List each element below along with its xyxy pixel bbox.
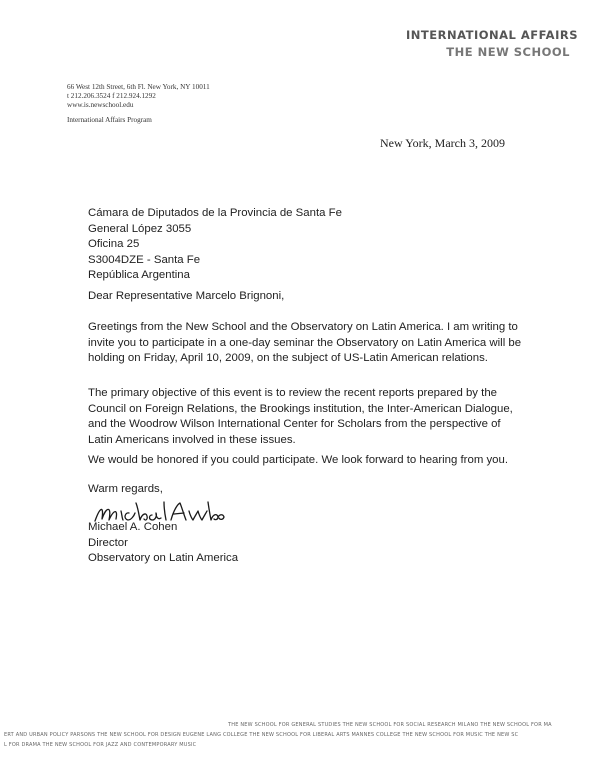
recipient-address [88,206,342,284]
sender-address [67,83,210,125]
signature-block [88,520,238,567]
recipient-line: Cámara de Diputados de la Provincia de Santa Fe [88,207,342,219]
recipient-line: Oficina 25 [88,238,140,250]
letter-date: New York, March 3, 2009 [380,136,505,150]
footer-line: THE NEW SCHOOL FOR GENERAL STUDIES THE NEW SCHOOL FOR SOCIAL RESEARCH MILANO THE NEW SCHOOL FOR MA [228,722,552,728]
closing: Warm regards, [88,483,163,495]
recipient-line: General López 3055 [88,222,192,235]
address-program: International Affairs Program [67,116,152,124]
footer-line: ERT AND URBAN POLICY PARSONS THE NEW SCHOOL FOR DESIGN EUGENE LANG COLLEGE THE NEW SCHOOL FOR LIBERAL ARTS MANNES COLLEGE THE NEW SCHOOL FOR MUSIC THE NEW SC [4,732,519,738]
body-paragraph: Greetings from the New School and the Observatory on Latin America. I am writing to invite you to participate in a one-day seminar the Observatory on Latin America will be holding on Friday, April 10, 2009, on the subject of US-Latin American relations. [88,321,522,364]
body-paragraph: The primary objective of this event is to review the recent reports prepared by the Council on Foreign Relations, the Brookings institution, the Inter-American Dialogue, and the Woodrow Wilson International Center for Scholars from the perspective of Latin Americans involved in these issues. [88,387,513,446]
recipient-line: República Argentina [88,269,190,281]
recipient-line: S3004DZE - Santa Fe [88,253,201,266]
footer-schools [0,720,600,750]
letterhead-title: INTERNATIONAL AFFAIRS [406,28,578,42]
letterhead-school: THE NEW SCHOOL [446,45,570,59]
address-phone-fax: t 212.206.3524 f 212.924.1292 [67,92,156,100]
footer-line: L FOR DRAMA THE NEW SCHOOL FOR JAZZ AND CONTEMPORARY MUSIC [4,742,197,748]
address-web: www.is.newschool.edu [67,101,134,109]
salutation: Dear Representative Marcelo Brignoni, [88,290,285,302]
body-paragraph: We would be honored if you could participate. We look forward to hearing from you. [88,454,508,466]
signer-name: Michael A. Cohen [88,521,178,533]
signer-title: Director [88,536,128,549]
letterhead [406,28,578,59]
signer-organization: Observatory on Latin America [88,552,239,564]
address-street: 66 West 12th Street, 6th Fl. New York, NY 10011 [67,83,210,91]
